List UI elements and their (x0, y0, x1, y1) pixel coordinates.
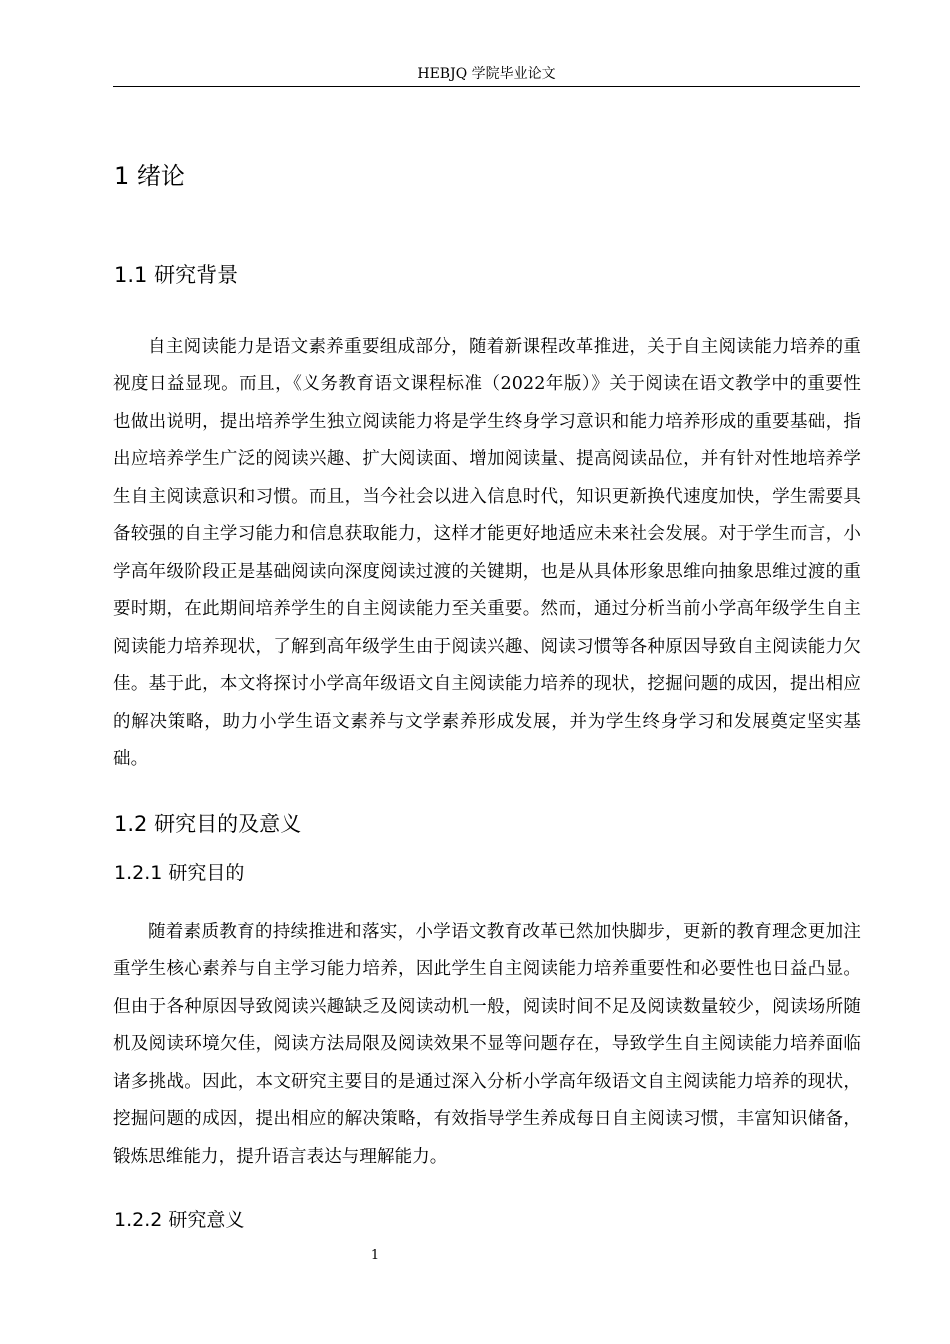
section-heading-purpose-significance: 1.2 研究目的及意义 (114, 812, 302, 836)
chapter-heading: 1 绪论 (114, 162, 185, 190)
header-divider (113, 86, 860, 87)
page-header-title: HEBJQ 学院毕业论文 (417, 66, 556, 82)
background-paragraph: 自主阅读能力是语文素养重要组成部分，随着新课程改革推进，关于自主阅读能力培养的重视度日益显现。而且，《义务教育语文课程标准（2022年版）》关于阅读在语文教学中的重要性也做出说明，提出培养学生独立阅读能力将是学生终身学习意识和能力培养形成的重要基础，指出应培养学生广泛的阅读兴趣、扩大阅读面、增加阅读量、提高阅读品位，并有针对性地培养学生自主阅读意识和习惯。而且，当今社会以进入信息时代，知识更新换代速度加快，学生需要具备较强的自主学习能力和信息获取能力，这样才能更好地适应未来社会发展。对于学生而言，小学高年级阶段正是基础阅读向深度阅读过渡的关键期，也是从具体形象思维向抽象思维过渡的重要时期，在此期间培养学生的自主阅读能力至关重要。然而，通过分析当前小学高年级学生自主阅读能力培养现状，了解到高年级学生由于阅读兴趣、阅读习惯等各种原因导致自主阅读能力欠佳。基于此，本文将探讨小学高年级语文自主阅读能力培养的现状，挖掘问题的成因，提出相应的解决策略，助力小学生语文素养与文学素养形成发展，并为学生终身学习和发展奠定坚实基础。 (113, 336, 861, 769)
subsection-heading-purpose: 1.2.1 研究目的 (114, 862, 245, 884)
purpose-paragraph: 随着素质教育的持续推进和落实，小学语文教育改革已然加快脚步，更新的教育理念更加注重学生核心素养与自主学习能力培养，因此学生自主阅读能力培养重要性和必要性也日益凸显。但由于各种原因导致阅读兴趣缺乏及阅读动机一般，阅读时间不足及阅读数量较少，阅读场所随机及阅读环境欠佳，阅读方法局限及阅读效果不显等问题存在，导致学生自主阅读能力培养面临诸多挑战。因此，本文研究主要目的是通过深入分析小学高年级语文自主阅读能力培养的现状，挖掘问题的成因，提出相应的解决策略，有效指导学生养成每日自主阅读习惯，丰富知识储备，锻炼思维能力，提升语言表达与理解能力。 (113, 921, 861, 1167)
page-number: 1 (370, 1248, 380, 1263)
section-heading-background: 1.1 研究背景 (114, 263, 239, 287)
subsection-heading-significance: 1.2.2 研究意义 (114, 1209, 245, 1231)
